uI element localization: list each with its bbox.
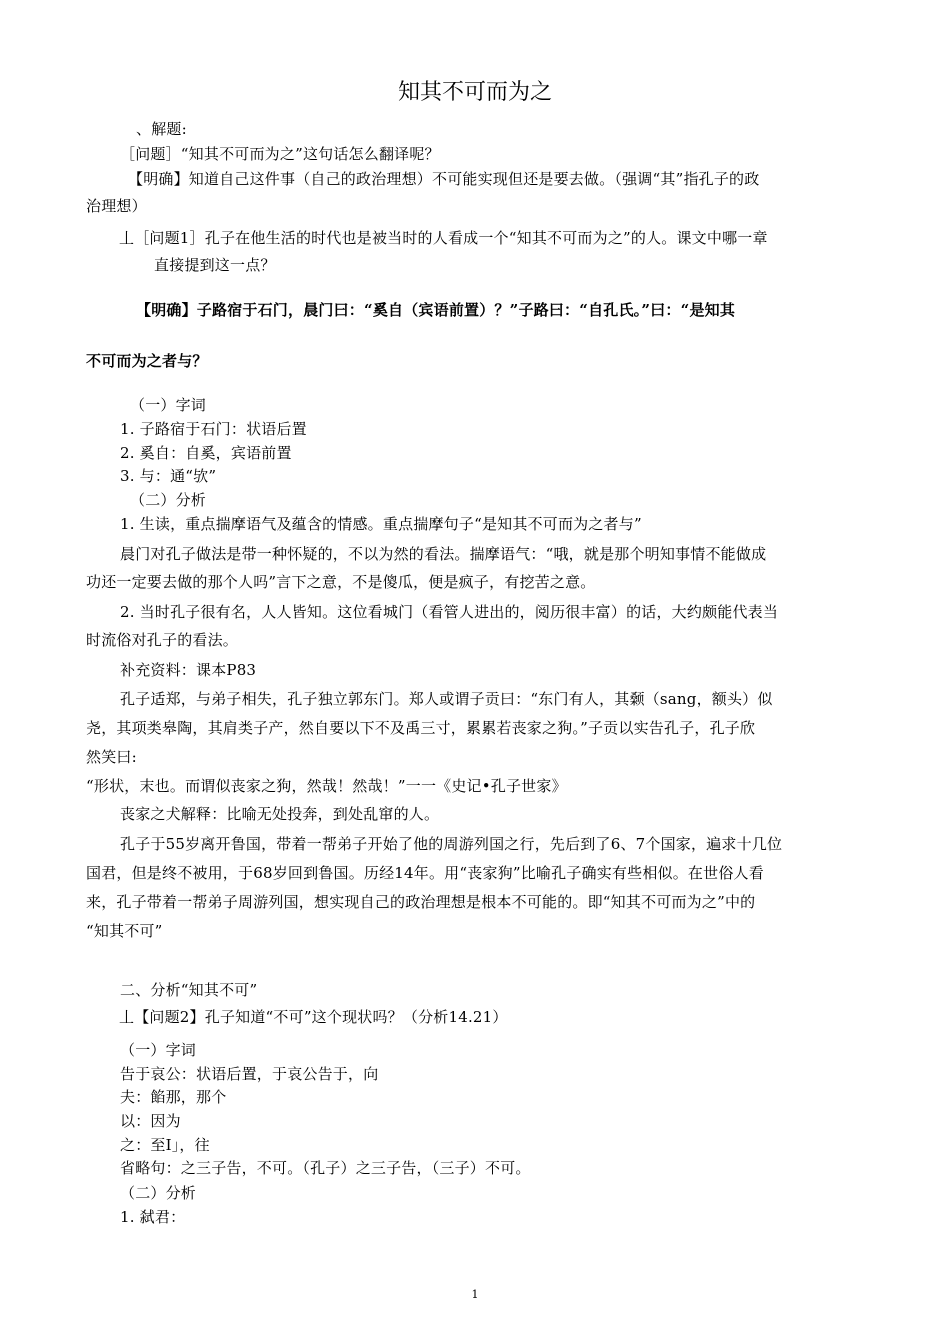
subsection-heading: （二）分析 [120, 1184, 197, 1202]
paragraph-line: 国君，但是终不被用，于68岁回到鲁国。历经14年。用“丧家狗”比喻孔子确实有些相似。在世俗人看 [86, 864, 764, 882]
section-heading: 二、分析“知其不可” [120, 981, 258, 999]
paragraph-line: 2. 当时孔子很有名，人人皆知。这位看城门（看管人进出的，阅历很丰富）的话，大约颇能代表当 [120, 603, 779, 621]
vocab-line: 省略句：之三子告，不可。（孔子）之三子告，（三子）不可。 [120, 1159, 531, 1177]
question-line: 丄［问题1］孔子在他生活的时代也是被当时的人看成一个“知其不可而为之”的人。课文中哪一章 [119, 229, 768, 247]
vocab-line: 夫：餡那，那个 [120, 1088, 227, 1106]
question-line: ［问题］“知其不可而为之”这句话怎么翻译呢？ [120, 145, 440, 163]
subsection-heading: （一）字词 [120, 1041, 197, 1059]
answer-bold-line: 【明确】子路宿于石门，晨门曰：“奚自（宾语前置）？”子路曰：“自孔氏。”曰：“是知其 [136, 301, 736, 319]
vocab-line: 以：因为 [120, 1112, 181, 1130]
list-item: 1. 生读，重点揣摩语气及蕴含的情感。重点揣摩句子“是知其不可而为之者与” [120, 515, 642, 533]
list-item: 1. 子路宿于石门：状语后置 [120, 420, 307, 438]
list-item: 3. 与：通“欤” [120, 467, 217, 485]
section-heading: 、解题: [136, 120, 187, 138]
quote-line: “形状，末也。而谓似丧家之狗，然哉！然哉！”一一《史记•孔子世家》 [86, 777, 567, 795]
page-title: 知其不可而为之 [397, 80, 552, 105]
paragraph-line: “知其不可” [86, 922, 163, 940]
subsection-heading: （二）分析 [130, 491, 207, 509]
paragraph-line: 然笑曰: [86, 748, 137, 766]
paragraph-line: 孔子于55岁离开鲁国，带着一帮弟子开始了他的周游列国之行，先后到了6、7个国家，遍求十几位 [120, 835, 783, 853]
vocab-line: 之：至I」，往 [120, 1136, 210, 1154]
supplement-label: 补充资料：课本P83 [120, 661, 257, 679]
question-line: 丄【问题2】孔子知道“不可”这个现状吗？（分析14.21） [119, 1008, 508, 1026]
paragraph-line: 晨门对孔子做法是带一种怀疑的，不以为然的看法。揣摩语气：“哦，就是那个明知事情不能做成 [120, 545, 767, 563]
answer-line: 【明确】知道自己这件事（自己的政治理想）不可能实现但还是要去做。（强调“其”指孔子的政 [128, 170, 760, 188]
paragraph-line: 丧家之犬解释：比喻无处投奔，到处乱窜的人。 [120, 805, 440, 823]
paragraph-line: 来，孔子带着一帮弟子周游列国，想实现自己的政治理想是根本不可能的。即“知其不可而为之”中的 [86, 893, 756, 911]
subsection-heading: （一）字词 [130, 396, 207, 414]
paragraph-line: 功还一定要去做的那个人吗”言下之意，不是傻瓜，便是疯子，有挖苦之意。 [86, 573, 596, 591]
paragraph-line: 时流俗对孔子的看法。 [86, 631, 239, 649]
paragraph-line: 孔子适郑，与弟子相失，孔子独立郭东门。郑人或谓子贡曰：“东门有人，其颡（sang，额头）似 [120, 690, 773, 708]
page-number: 1 [471, 1288, 479, 1301]
paragraph-line: 尧，其项类皋陶，其肩类子产，然自要以下不及禹三寸，累累若丧家之狗。”子贡以实告孔子，孔子欣 [86, 719, 756, 737]
vocab-line: 告于哀公：状语后置，于哀公告于，向 [120, 1065, 379, 1083]
list-item: 2. 奚自：自奚，宾语前置 [120, 444, 292, 462]
answer-bold-line-cont: 不可而为之者与？ [86, 352, 208, 370]
list-item: 1. 弑君： [120, 1208, 186, 1226]
answer-line-cont: 治理想） [86, 197, 147, 215]
question-line-cont: 直接提到这一点？ [154, 256, 276, 274]
